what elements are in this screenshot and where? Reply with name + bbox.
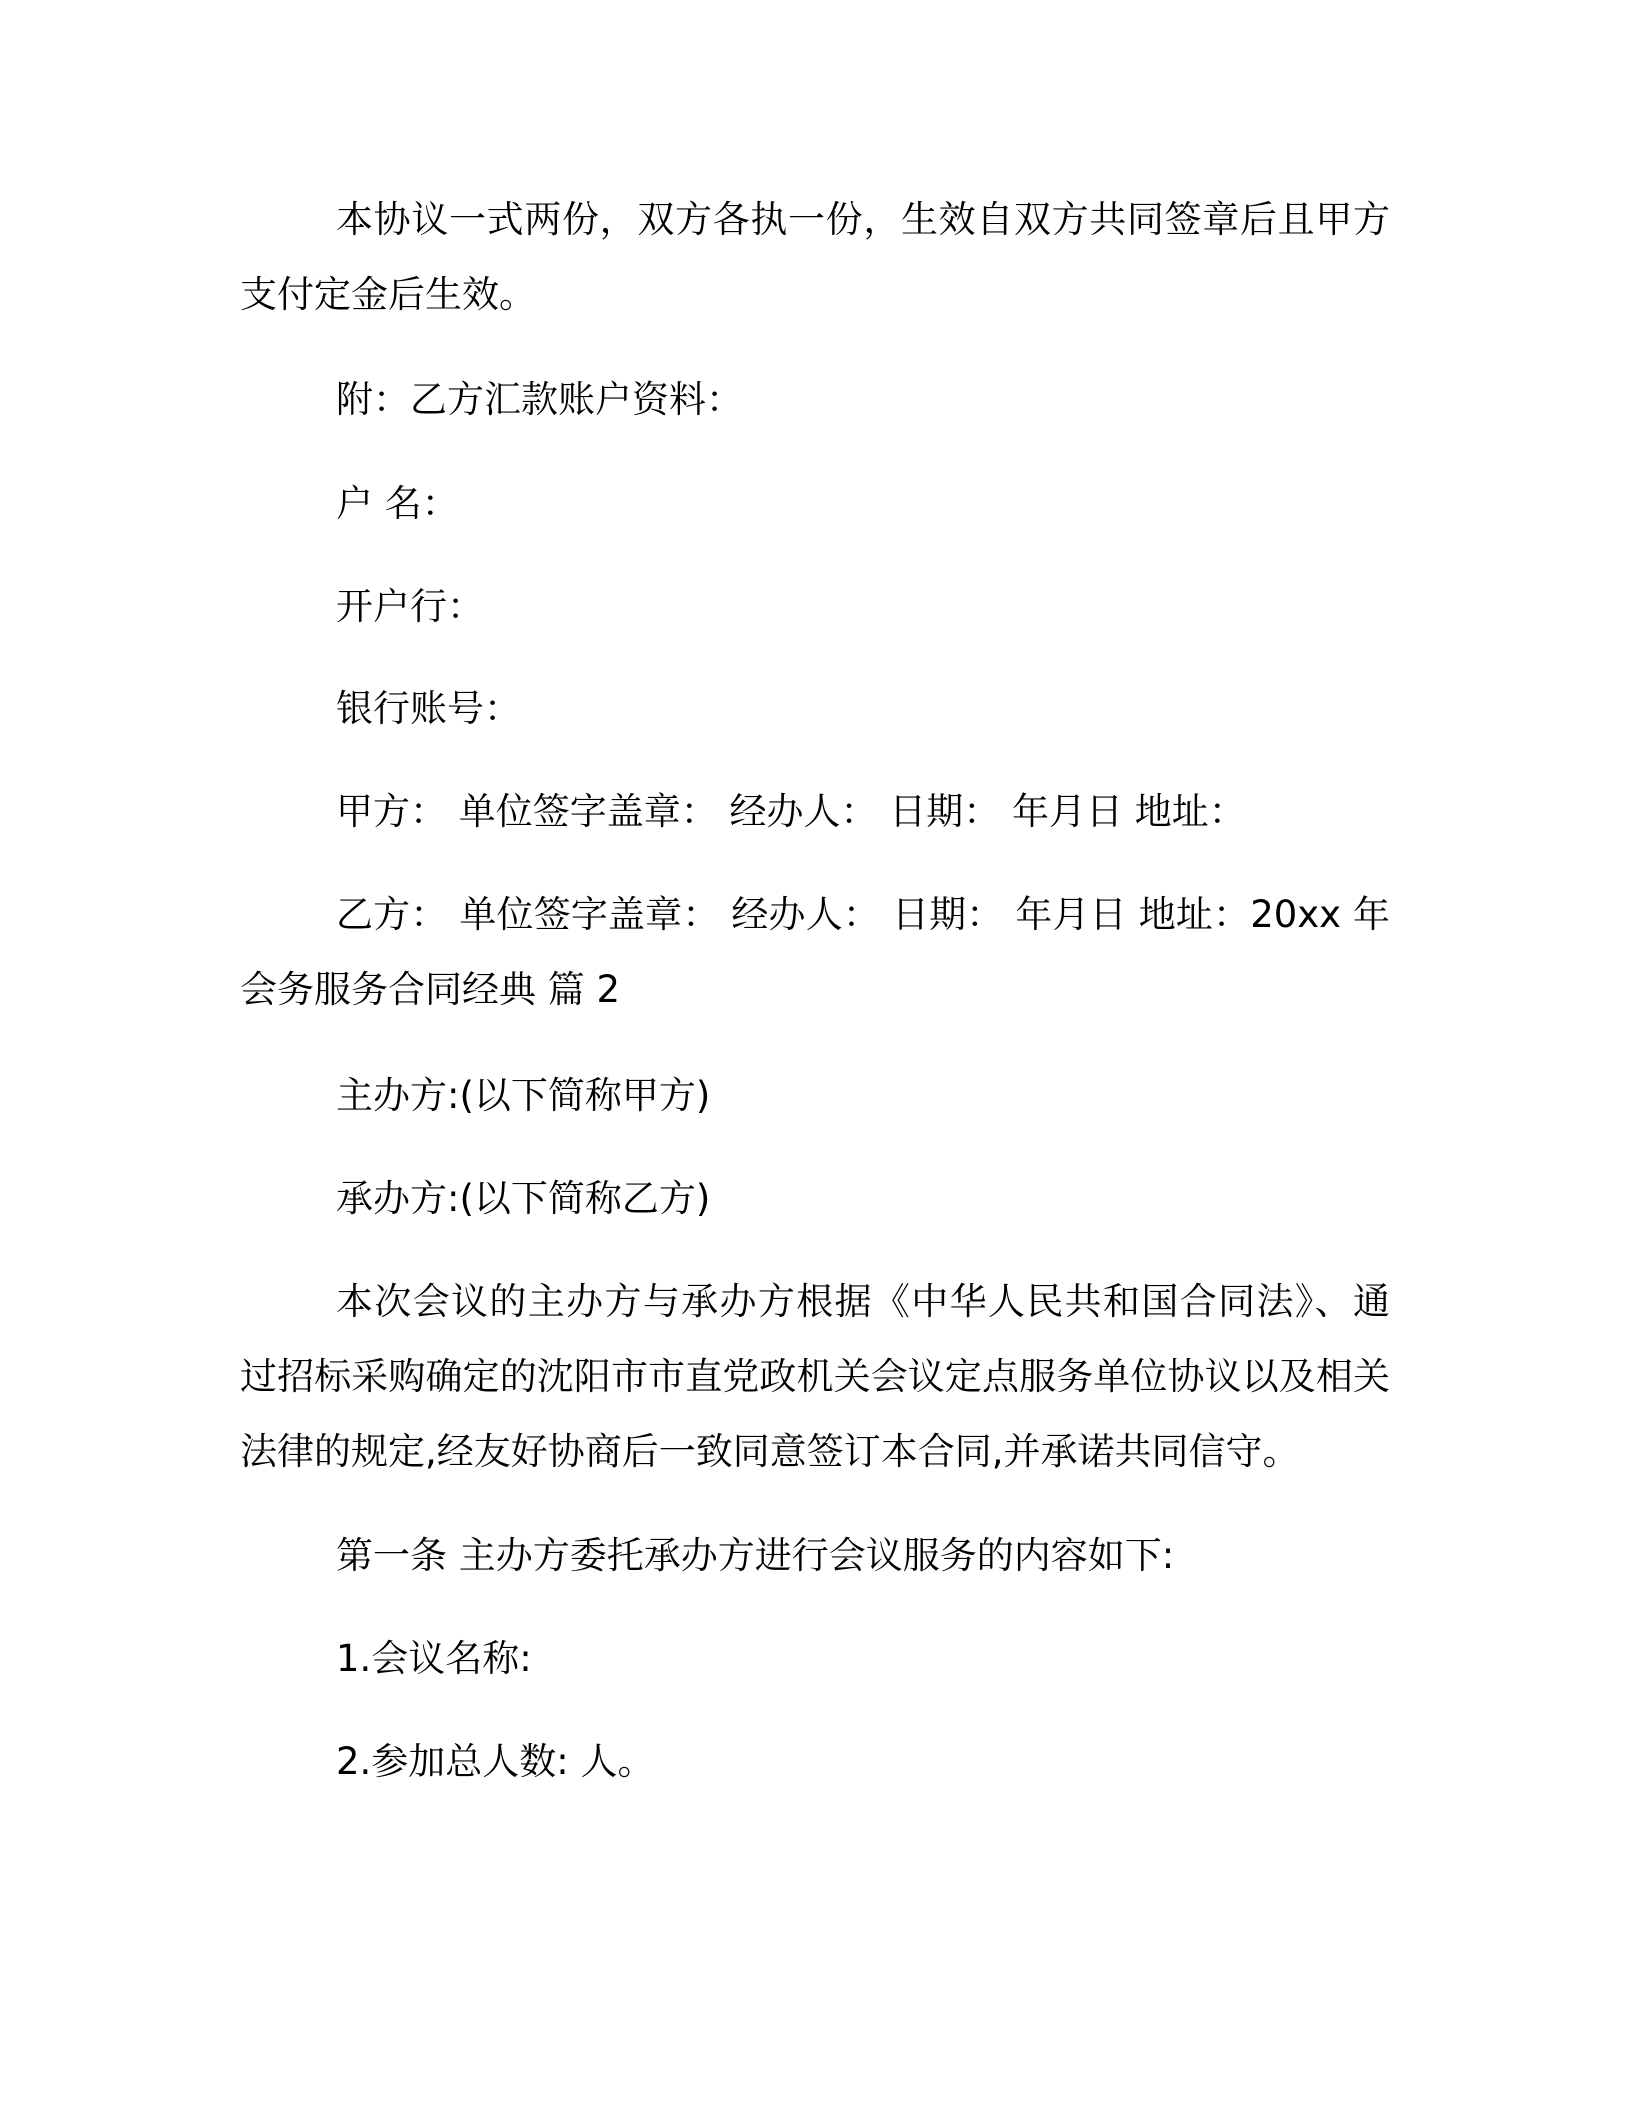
paragraph-effectiveness-clause: 本协议一式两份，双方各执一份，生效自双方共同签章后且甲方支付定金后生效。	[240, 198, 1390, 316]
paragraph-account-name: 户 名：	[336, 482, 459, 525]
paragraph-meeting-name: 1.会议名称:	[336, 1637, 532, 1680]
paragraph-attendee-count: 2.参加总人数: 人。	[336, 1740, 655, 1783]
paragraph-contractor: 承办方:(以下简称乙方)	[336, 1177, 711, 1220]
paragraph-organizer: 主办方:(以下简称甲方)	[336, 1074, 711, 1117]
paragraph-party-a-signature: 甲方： 单位签字盖章： 经办人： 日期： 年月日 地址：	[336, 790, 1246, 833]
paragraph-remittance-header: 附：乙方汇款账户资料：	[336, 378, 743, 421]
paragraph-contract-basis: 本次会议的主办方与承办方根据《中华人民共和国合同法》、通过招标采购确定的沈阳市市直党政机关会议定点服务单位协议以及相关法律的规定,经友好协商后一致同意签订本合同,并承诺共同信守。	[240, 1280, 1390, 1473]
paragraph-article-one: 第一条 主办方委托承办方进行会议服务的内容如下:	[336, 1534, 1175, 1577]
paragraph-bank: 开户行：	[336, 585, 484, 628]
paragraph-party-b-signature: 乙方： 单位签字盖章： 经办人： 日期： 年月日 地址：20xx 年会务服务合同经典 篇 2	[240, 893, 1390, 1011]
paragraph-account-number: 银行账号：	[336, 687, 521, 730]
